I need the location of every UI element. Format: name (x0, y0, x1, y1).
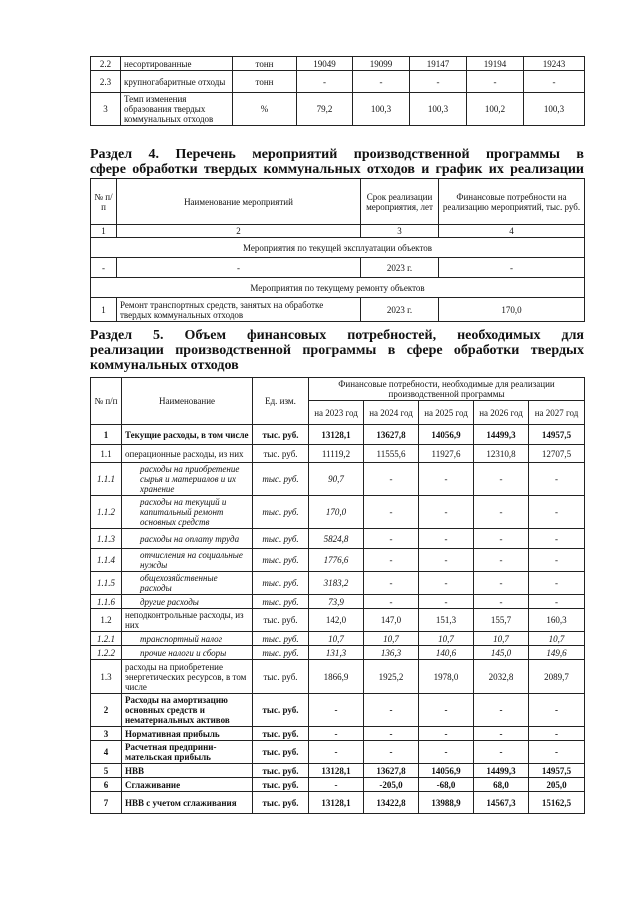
value-cell: - (419, 694, 474, 727)
section4-title-line1: Раздел 4. Перечень мероприятий производственной программы в (90, 147, 584, 162)
value-cell: 136,3 (364, 646, 419, 660)
value-cell: 11927,6 (419, 445, 474, 463)
value-cell: - (309, 778, 364, 792)
section5-title (90, 328, 584, 373)
table-row (91, 572, 585, 595)
table-row (91, 445, 585, 463)
row-number: 2.2 (91, 57, 121, 71)
value-cell: 13128,1 (309, 764, 364, 778)
value-cell: 90,7 (309, 463, 364, 496)
value-cell: 19147 (410, 57, 467, 71)
value-cell: 142,0 (309, 609, 364, 632)
row-number: 3 (91, 93, 121, 126)
value-cell: 1776,6 (309, 549, 364, 572)
value-cell: - (474, 496, 529, 529)
table-row (91, 529, 585, 549)
value-cell: - (419, 572, 474, 595)
row-number: 1.3 (91, 660, 122, 694)
section5-title-line1: Раздел 5. Объем финансовых потребностей, необходимых для (90, 328, 584, 343)
value-cell: - (529, 496, 585, 529)
table-cell: - (117, 258, 361, 278)
row-name: расходы на приобретение энергетических ресурсов, в том числе (122, 660, 253, 694)
value-cell: 205,0 (529, 778, 585, 792)
row-unit: тыс. руб. (253, 463, 309, 496)
year-header: на 2025 год (419, 401, 474, 425)
table-row (91, 694, 585, 727)
table-row (91, 660, 585, 694)
col-header-num: № п/п (91, 378, 122, 425)
row-name: другие расходы (122, 595, 253, 609)
row-unit: тыс. руб. (253, 529, 309, 549)
section4-title (90, 147, 584, 177)
value-cell: - (419, 595, 474, 609)
row-name: Сглаживание (122, 778, 253, 792)
value-cell: 13988,9 (419, 792, 474, 814)
row-number: 1.2 (91, 609, 122, 632)
col-header-num: № п/п (91, 179, 117, 225)
value-cell: - (529, 549, 585, 572)
row-name: неподконтрольные расходы, из них (122, 609, 253, 632)
value-cell: - (474, 463, 529, 496)
value-cell: -68,0 (419, 778, 474, 792)
row-name: Расчетная предприни-мательская прибыль (122, 741, 253, 764)
value-cell: - (529, 463, 585, 496)
value-cell: - (529, 694, 585, 727)
row-name: Нормативная прибыль (122, 727, 253, 741)
value-cell: 140,6 (419, 646, 474, 660)
value-cell: - (309, 694, 364, 727)
col-number: 4 (439, 225, 585, 238)
row-number: 5 (91, 764, 122, 778)
value-cell: 19049 (297, 57, 353, 71)
row-number: 1 (91, 425, 122, 445)
table-cell: 2023 г. (361, 298, 439, 322)
value-cell: 100,2 (467, 93, 524, 126)
value-cell: 73,9 (309, 595, 364, 609)
value-cell: 1978,0 (419, 660, 474, 694)
value-cell: 79,2 (297, 93, 353, 126)
value-cell: - (419, 496, 474, 529)
row-name: отчисления на социальные нужды (122, 549, 253, 572)
row-name: НВВ (122, 764, 253, 778)
row-number: 7 (91, 792, 122, 814)
table-row (91, 646, 585, 660)
value-cell: 10,7 (474, 632, 529, 646)
section4-table (90, 178, 585, 322)
row-name: транспортный налог (122, 632, 253, 646)
value-cell: 3183,2 (309, 572, 364, 595)
row-name: общехозяйственные расходы (122, 572, 253, 595)
row-name: Темп изменения образования твердых коммунальных отходов (121, 93, 233, 126)
row-unit: тыс. руб. (253, 445, 309, 463)
section5-table (90, 377, 585, 814)
value-cell: - (529, 572, 585, 595)
value-cell: - (474, 595, 529, 609)
value-cell: - (529, 595, 585, 609)
value-cell: 13627,8 (364, 425, 419, 445)
value-cell: 14499,3 (474, 764, 529, 778)
value-cell: 100,3 (524, 93, 585, 126)
value-cell: - (364, 694, 419, 727)
value-cell: - (474, 741, 529, 764)
row-unit: тыс. руб. (253, 694, 309, 727)
value-cell: 155,7 (474, 609, 529, 632)
value-cell: - (474, 549, 529, 572)
table-row (91, 496, 585, 529)
row-number: 2.3 (91, 71, 121, 93)
row-unit: тонн (233, 57, 297, 71)
row-unit: тыс. руб. (253, 660, 309, 694)
value-cell: 151,3 (419, 609, 474, 632)
row-number: 4 (91, 741, 122, 764)
value-cell: - (364, 595, 419, 609)
value-cell: 13627,8 (364, 764, 419, 778)
value-cell: - (474, 694, 529, 727)
value-cell: 14056,9 (419, 764, 474, 778)
value-cell: 19243 (524, 57, 585, 71)
value-cell: - (364, 741, 419, 764)
col-number: 1 (91, 225, 117, 238)
value-cell: 68,0 (474, 778, 529, 792)
value-cell: 1925,2 (364, 660, 419, 694)
row-name: операционные расходы, из них (122, 445, 253, 463)
value-cell: - (364, 496, 419, 529)
value-cell: 12310,8 (474, 445, 529, 463)
row-unit: тыс. руб. (253, 425, 309, 445)
col-header-finance: Финансовые потребности на реализацию мероприятий, тыс. руб. (439, 179, 585, 225)
col-header-name: Наименование (122, 378, 253, 425)
value-cell: 15162,5 (529, 792, 585, 814)
value-cell: - (353, 71, 410, 93)
value-cell: - (419, 529, 474, 549)
section5-title-line2: реализации производственной программы в сфере обработки твердых (90, 343, 584, 358)
section5-title-line3: коммунальных отходов (90, 358, 239, 373)
value-cell: 14056,9 (419, 425, 474, 445)
value-cell: - (309, 727, 364, 741)
table-row (91, 741, 585, 764)
table-cell: 170,0 (439, 298, 585, 322)
row-name: расходы на приобретение сырья и материалов и их хранение (122, 463, 253, 496)
table-cell: 2023 г. (361, 258, 439, 278)
value-cell: - (419, 463, 474, 496)
row-name: расходы на оплату труда (122, 529, 253, 549)
table-row (91, 71, 585, 93)
year-header: на 2023 год (309, 401, 364, 425)
value-cell: - (309, 741, 364, 764)
row-number: 1.1.4 (91, 549, 122, 572)
top-table (90, 56, 585, 126)
value-cell: 19099 (353, 57, 410, 71)
row-unit: тыс. руб. (253, 741, 309, 764)
table-row (91, 57, 585, 71)
row-unit: % (233, 93, 297, 126)
row-number: 1.2.2 (91, 646, 122, 660)
row-name: расходы на текущий и капитальный ремонт основных средств (122, 496, 253, 529)
value-cell: - (529, 727, 585, 741)
value-cell: - (419, 727, 474, 741)
table-row (91, 727, 585, 741)
row-number: 6 (91, 778, 122, 792)
row-unit: тыс. руб. (253, 549, 309, 572)
row-unit: тыс. руб. (253, 496, 309, 529)
value-cell: 149,6 (529, 646, 585, 660)
value-cell: 13422,8 (364, 792, 419, 814)
value-cell: - (474, 529, 529, 549)
row-name: крупногабаритные отходы (121, 71, 233, 93)
row-number: 1.1.5 (91, 572, 122, 595)
value-cell: 100,3 (410, 93, 467, 126)
value-cell: - (474, 727, 529, 741)
section4-title-line2: сфере обработки твердых коммунальных отходов и график их реализации (90, 162, 584, 177)
value-cell: 170,0 (309, 496, 364, 529)
row-name: Текущие расходы, в том числе (122, 425, 253, 445)
value-cell: - (524, 71, 585, 93)
row-name: НВВ с учетом сглаживания (122, 792, 253, 814)
table-row (91, 549, 585, 572)
year-header: на 2026 год (474, 401, 529, 425)
value-cell: - (474, 572, 529, 595)
row-number: 3 (91, 727, 122, 741)
value-cell: - (364, 727, 419, 741)
value-cell: - (297, 71, 353, 93)
table-row (91, 792, 585, 814)
row-unit: тонн (233, 71, 297, 93)
value-cell: - (364, 572, 419, 595)
value-cell: 10,7 (419, 632, 474, 646)
row-name: Расходы на амортизацию основных средств и нематериальных активов (122, 694, 253, 727)
value-cell: - (410, 71, 467, 93)
table-row (91, 609, 585, 632)
row-unit: тыс. руб. (253, 778, 309, 792)
value-cell: 14957,5 (529, 425, 585, 445)
group-heading: Мероприятия по текущему ремонту объектов (91, 278, 585, 298)
row-number: 1.1.6 (91, 595, 122, 609)
table-cell: - (91, 258, 117, 278)
row-number: 1.1 (91, 445, 122, 463)
row-name: прочие налоги и сборы (122, 646, 253, 660)
row-unit: тыс. руб. (253, 609, 309, 632)
table-row (91, 764, 585, 778)
value-cell: 12707,5 (529, 445, 585, 463)
group-heading: Мероприятия по текущей эксплуатации объектов (91, 238, 585, 258)
value-cell: - (364, 549, 419, 572)
row-number: 1.1.1 (91, 463, 122, 496)
col-number: 2 (117, 225, 361, 238)
value-cell: - (419, 741, 474, 764)
row-unit: тыс. руб. (253, 632, 309, 646)
col-header-finance: Финансовые потребности, необходимые для реализации производственной программы (309, 378, 585, 401)
value-cell: 11119,2 (309, 445, 364, 463)
value-cell: 160,3 (529, 609, 585, 632)
value-cell: 10,7 (309, 632, 364, 646)
row-number: 1.1.2 (91, 496, 122, 529)
value-cell: 19194 (467, 57, 524, 71)
value-cell: - (364, 529, 419, 549)
value-cell: 10,7 (364, 632, 419, 646)
col-header-unit: Ед. изм. (253, 378, 309, 425)
table-row (91, 425, 585, 445)
value-cell: 2089,7 (529, 660, 585, 694)
table-row (91, 632, 585, 646)
value-cell: - (467, 71, 524, 93)
value-cell: 14567,3 (474, 792, 529, 814)
table-row (91, 595, 585, 609)
table-cell: Ремонт транспортных средств, занятых на обработке твердых коммунальных отходов (117, 298, 361, 322)
value-cell: 14499,3 (474, 425, 529, 445)
col-header-name: Наименование мероприятий (117, 179, 361, 225)
value-cell: - (529, 741, 585, 764)
value-cell: 2032,8 (474, 660, 529, 694)
value-cell: -205,0 (364, 778, 419, 792)
row-name: несортированные (121, 57, 233, 71)
value-cell: 5824,8 (309, 529, 364, 549)
value-cell: 13128,1 (309, 425, 364, 445)
value-cell: 145,0 (474, 646, 529, 660)
value-cell: 1866,9 (309, 660, 364, 694)
table-row (91, 778, 585, 792)
row-unit: тыс. руб. (253, 792, 309, 814)
value-cell: 131,3 (309, 646, 364, 660)
row-unit: тыс. руб. (253, 595, 309, 609)
row-number: 1.1.3 (91, 529, 122, 549)
value-cell: 100,3 (353, 93, 410, 126)
table-row (91, 463, 585, 496)
row-unit: тыс. руб. (253, 572, 309, 595)
value-cell: 13128,1 (309, 792, 364, 814)
year-header: на 2027 год (529, 401, 585, 425)
row-number: 1.2.1 (91, 632, 122, 646)
value-cell: - (529, 529, 585, 549)
value-cell: 14957,5 (529, 764, 585, 778)
value-cell: 10,7 (529, 632, 585, 646)
col-header-term: Срок реализации мероприятия, лет (361, 179, 439, 225)
table-cell: - (439, 258, 585, 278)
row-unit: тыс. руб. (253, 764, 309, 778)
value-cell: - (364, 463, 419, 496)
col-number: 3 (361, 225, 439, 238)
table-row (91, 93, 585, 126)
year-header: на 2024 год (364, 401, 419, 425)
value-cell: - (419, 549, 474, 572)
row-unit: тыс. руб. (253, 727, 309, 741)
value-cell: 11555,6 (364, 445, 419, 463)
table-cell: 1 (91, 298, 117, 322)
row-number: 2 (91, 694, 122, 727)
row-unit: тыс. руб. (253, 646, 309, 660)
value-cell: 147,0 (364, 609, 419, 632)
